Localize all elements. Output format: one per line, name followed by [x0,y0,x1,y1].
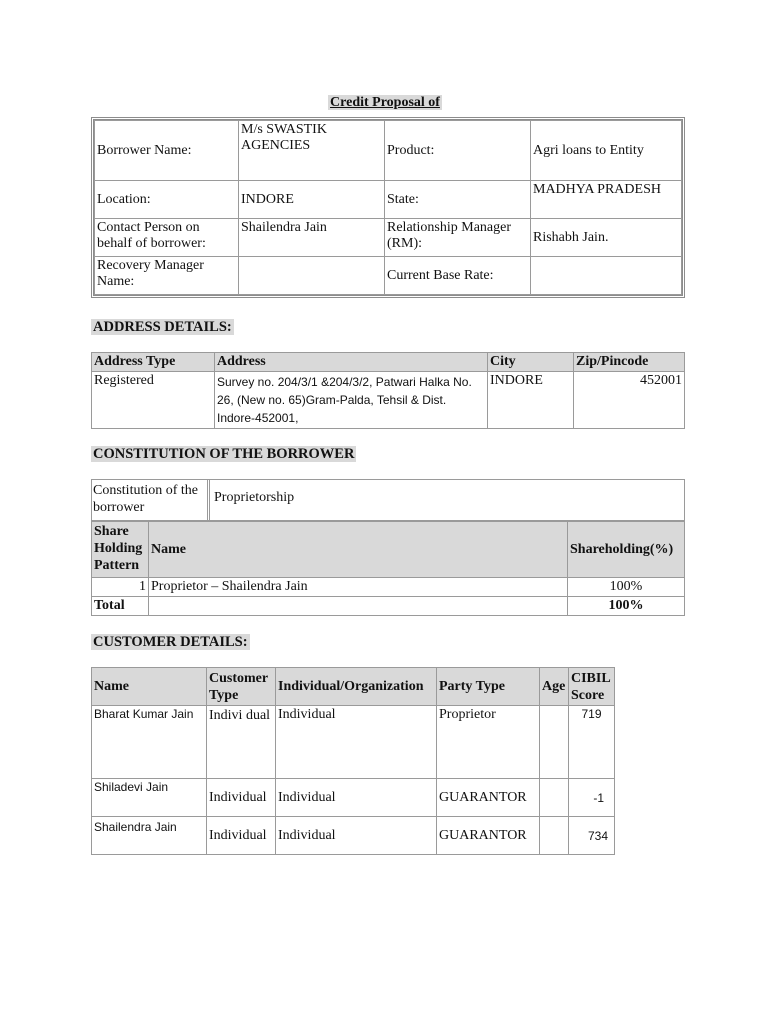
borrower-name-label: Borrower Name: [95,121,239,181]
rm-label: Relationship Manager (RM): [385,219,531,257]
cust-name-header: Name [92,668,207,706]
cust-age [540,817,569,855]
address-header: Address [215,353,488,372]
rm-value: Rishabh Jain. [531,219,682,257]
share-row-name: Proprietor – Shailendra Jain [149,578,568,597]
cust-type: Individual [207,817,276,855]
contact-label: Contact Person on behalf of borrower: [95,219,239,257]
city-header: City [488,353,574,372]
cust-age [540,779,569,817]
cust-cibil-header: CIBIL Score [569,668,615,706]
cust-type-header: Customer Type [207,668,276,706]
base-rate-value [531,257,682,295]
borrower-details-table [91,117,685,298]
cust-party-type: GUARANTOR [437,817,540,855]
cust-cibil: 734 [569,817,615,855]
total-pct: 100% [568,597,685,616]
zip-header: Zip/Pincode [574,353,685,372]
recovery-value [239,257,385,295]
product-label: Product: [385,121,531,181]
cust-party-type: Proprietor [437,706,540,779]
table-row [92,817,615,855]
page-title: Credit Proposal of [330,95,440,110]
location-value: INDORE [239,181,385,219]
shareholding-table [91,521,685,616]
cust-individual-org: Individual [276,779,437,817]
cust-age [540,706,569,779]
cust-individual-org: Individual [276,817,437,855]
cust-name: Shailendra Jain [92,817,207,855]
cust-cibil: -1 [569,779,615,817]
address-value: Survey no. 204/3/1 &204/3/2, Patwari Halka No. 26, (New no. 65)Gram-Palda, Tehsil & Dist. Indore-452001, [215,372,488,429]
cust-age-header: Age [540,668,569,706]
shareholding-header: Shareholding(%) [568,522,685,578]
share-row-pct: 100% [568,578,685,597]
product-value: Agri loans to Entity [531,121,682,181]
state-value: MADHYA PRADESH [531,181,682,219]
constitution-row [91,479,685,521]
cust-individual-org-header: Individual/Organization [276,668,437,706]
customer-heading: CUSTOMER DETAILS: [93,634,248,650]
table-row [92,706,615,779]
address-heading: ADDRESS DETAILS: [93,319,232,335]
constitution-value: Proprietorship [214,490,295,505]
share-row-number: 1 [92,578,149,597]
cust-name: Shiladevi Jain [92,779,207,817]
contact-value: Shailendra Jain [239,219,385,257]
address-type-header: Address Type [92,353,215,372]
customer-table [91,667,615,855]
cust-cibil: 719 [569,706,615,779]
state-label: State: [385,181,531,219]
cust-type: Indivi dual [207,706,276,779]
base-rate-label: Current Base Rate: [385,257,531,295]
table-row [92,779,615,817]
location-label: Location: [95,181,239,219]
cust-party-type: GUARANTOR [437,779,540,817]
share-pattern-label: Share Holding Pattern [92,522,149,578]
address-type-value: Registered [92,372,215,429]
constitution-heading: CONSTITUTION OF THE BORROWER [93,446,355,462]
cust-name: Bharat Kumar Jain [92,706,207,779]
total-label: Total [92,597,149,616]
city-value: INDORE [488,372,574,429]
recovery-label: Recovery Manager Name: [95,257,239,295]
cust-individual-org: Individual [276,706,437,779]
cust-party-type-header: Party Type [437,668,540,706]
borrower-name-value: M/s SWASTIK AGENCIES [239,121,385,181]
share-name-header: Name [149,522,568,578]
constitution-label: Constitution of the borrower [92,480,210,520]
zip-value: 452001 [574,372,685,429]
cust-type: Individual [207,779,276,817]
total-empty [149,597,568,616]
address-table [91,352,685,429]
